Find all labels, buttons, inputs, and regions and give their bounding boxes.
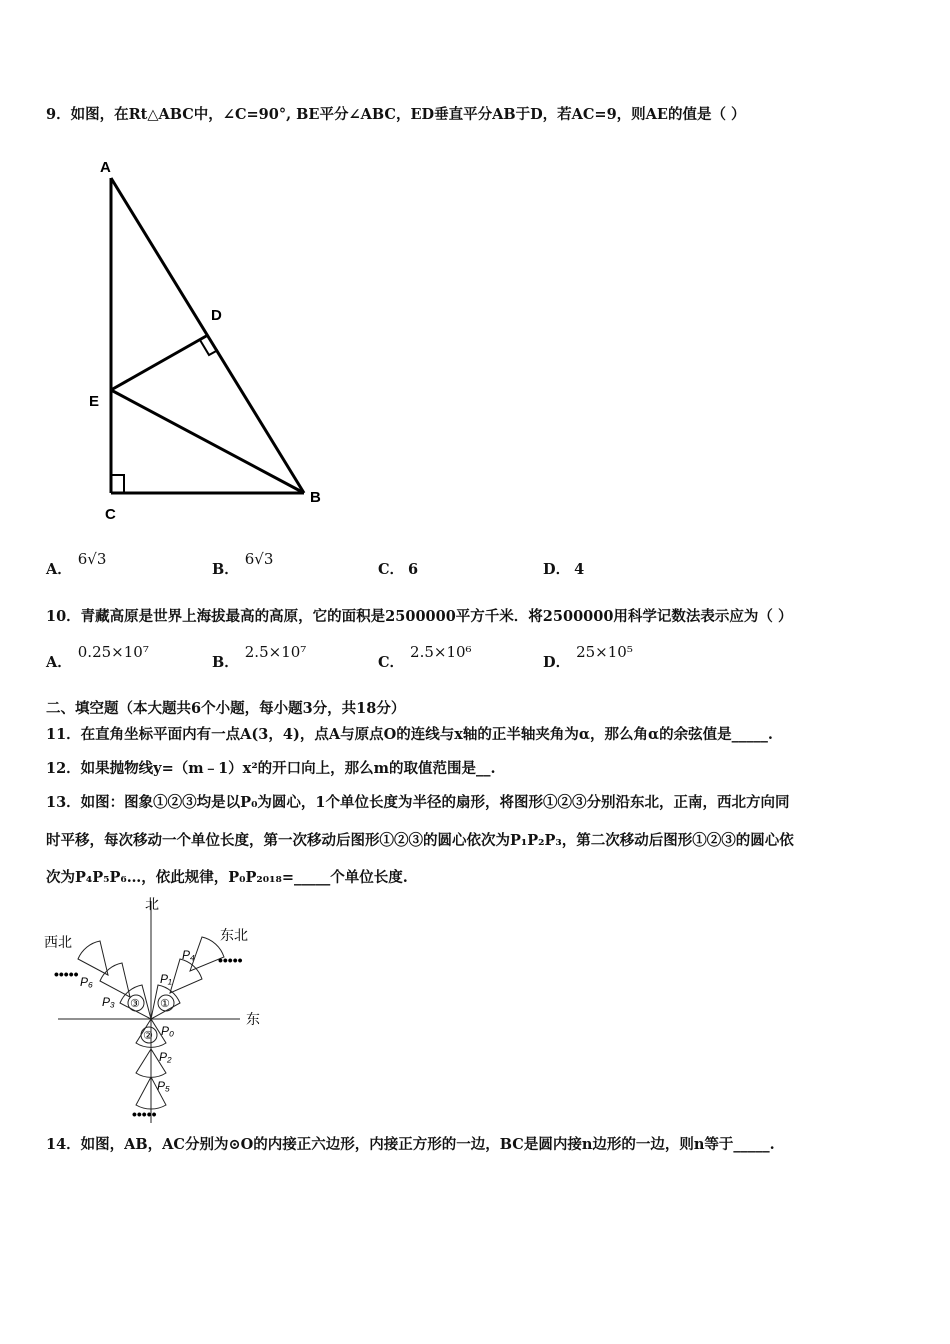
section-2-heading: 二、填空题（本大题共6个小题，每小题3分，共18分）: [46, 700, 406, 717]
q9-option-b[interactable]: B．6√3: [212, 550, 274, 578]
q9-text: 9．如图，在Rt△ABC中，∠C=90°, BE平分∠ABC，ED垂直平分AB于D，若AC=9，则AE的值是（ ）: [46, 106, 746, 123]
q11-text: 11．在直角坐标平面内有一点A(3，4)，点A与原点O的连线与x轴的正半轴夹角为α，那么角α的余弦值是_____.: [46, 726, 773, 743]
sector-p1: [170, 959, 202, 993]
label-b: B: [310, 489, 321, 506]
sector-p3: [100, 963, 130, 997]
dots-left: •••••: [54, 966, 79, 982]
label-c: C: [105, 506, 116, 523]
segment-ed: [111, 335, 208, 390]
label-northeast: 东北: [220, 927, 248, 943]
q9-option-a[interactable]: A．6√3: [46, 550, 107, 578]
label-p1: P₁: [160, 972, 172, 986]
q10-option-c[interactable]: C．2.5×10⁶: [378, 643, 472, 671]
label-north: 北: [145, 896, 159, 912]
q10-option-b[interactable]: B．2.5×10⁷: [212, 643, 307, 671]
q13-line-3: 次为P₄P₅P₆…，依此规律，P₀P₂₀₁₈=_____个单位长度.: [46, 869, 408, 886]
q10-text: 10．青藏高原是世界上海拔最高的高原，它的面积是2500000平方千米．将2500000用科学记数法表示应为（ ）: [46, 608, 793, 625]
label-east: 东: [246, 1011, 260, 1027]
mark-1: ①: [160, 998, 170, 1010]
dots-right: •••••: [218, 952, 243, 968]
label-d: D: [211, 307, 222, 324]
label-a: A: [100, 159, 111, 176]
q10-option-a[interactable]: A．0.25×10⁷: [46, 643, 149, 671]
label-e: E: [89, 393, 100, 410]
label-northwest: 西北: [44, 934, 72, 950]
label-p2: P₂: [159, 1050, 172, 1064]
label-p4: P₄: [182, 948, 195, 962]
sector-p6: [78, 941, 108, 975]
q9-option-d[interactable]: D． 4: [543, 561, 585, 578]
q13-line-2: 时平移，每次移动一个单位长度，第一次移动后图形①②③的圆心依次为P₁P₂P₃，第二次移动后图形①②③的圆心依: [46, 832, 794, 849]
mark-3: ③: [130, 998, 140, 1010]
q9-option-c[interactable]: C． 6: [378, 561, 419, 578]
label-p6: P₆: [80, 975, 93, 989]
label-p3: P₃: [102, 995, 115, 1009]
q10-option-d[interactable]: D．25×10⁵: [543, 643, 633, 671]
segment-eb: [111, 390, 304, 493]
label-p5: P₅: [157, 1079, 170, 1093]
q12-text: 12．如果抛物线y=（m﹣1）x²的开口向上，那么m的取值范围是__.: [46, 760, 496, 777]
mark-2: ②: [143, 1030, 153, 1042]
dots-bottom: •••••: [132, 1106, 157, 1122]
label-p0: P₀: [161, 1024, 175, 1038]
q14-text: 14．如图，AB，AC分别为⊙O的内接正六边形，内接正方形的一边，BC是圆内接n边形的一边，则n等于_____.: [46, 1136, 775, 1153]
triangle-figure: [80, 150, 340, 530]
right-angle-c: [111, 475, 124, 493]
q13-line-1: 13．如图：图象①②③均是以P₀为圆心，1个单位长度为半径的扇形，将图形①②③分别沿东北，正南，西北方向同: [46, 794, 790, 811]
sector-figure: [40, 893, 280, 1125]
